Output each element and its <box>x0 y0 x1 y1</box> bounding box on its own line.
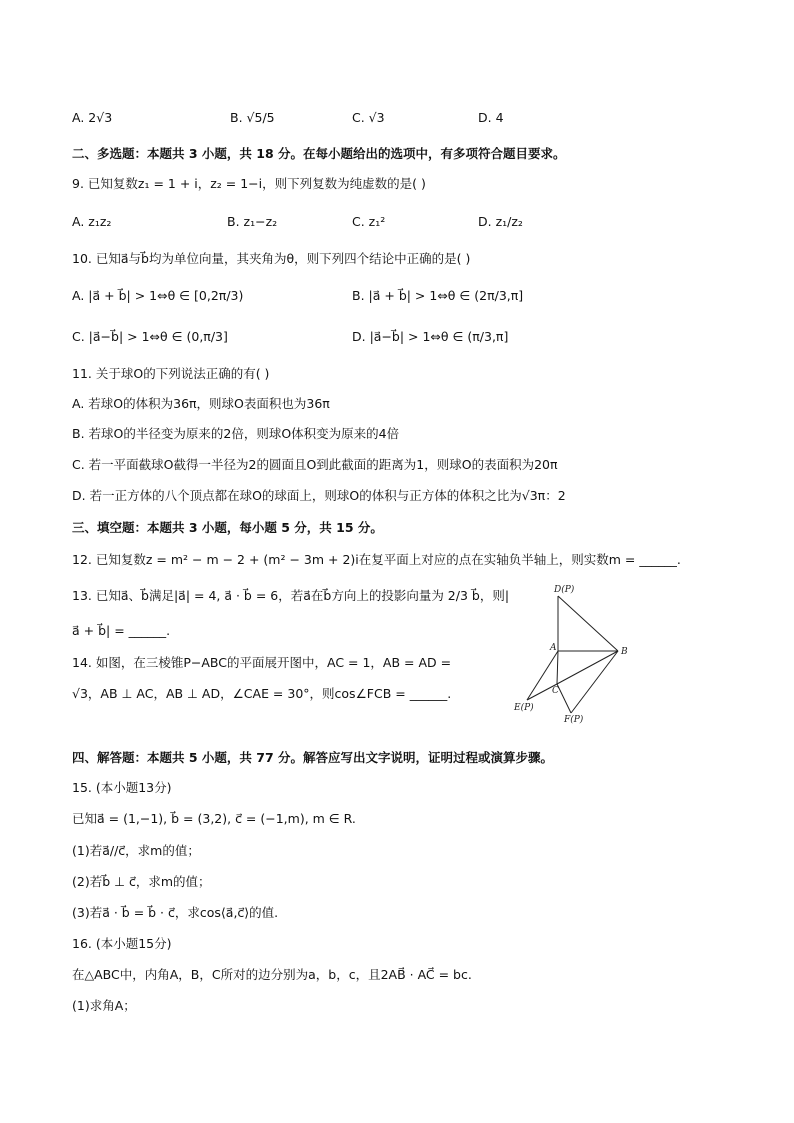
q9-stem: 9. 已知复数z₁ = 1 + i，z₂ = 1−i，则下列复数为纯虚数的是( ) <box>72 176 426 191</box>
q15-part-2: (2)若b⃗ ⊥ c⃗，求m的值； <box>72 874 211 889</box>
q14-line-1: 14. 如图，在三棱锥P−ABC的平面展开图中，AC = 1，AB = AD = <box>72 655 452 670</box>
q11-stem: 11. 关于球O的下列说法正确的有( ) <box>72 366 270 381</box>
q8-option-a: A. 2√3 <box>72 110 113 125</box>
q11-option-a: A. 若球O的体积为36π，则球O表面积也为36π <box>72 396 330 411</box>
section-2-heading: 二、多选题：本题共 3 小题，共 18 分。在每小题给出的选项中，有多项符合题目要求。 <box>72 146 566 161</box>
label-d: D(P) <box>554 585 575 595</box>
edge-d-b <box>558 596 618 651</box>
tetrahedron-net-figure <box>510 580 640 725</box>
q9-option-a: A. z₁z₂ <box>72 214 112 229</box>
q15-part-3: (3)若a⃗ · b⃗ = b⃗ · c⃗，求cos⟨a⃗,c⃗⟩的值. <box>72 905 279 920</box>
q14-line-2: √3，AB ⊥ AC，AB ⊥ AD，∠CAE = 30°，则cos∠FCB = ______. <box>72 686 452 701</box>
q10-option-d: D. |a⃗−b⃗| > 1⇔θ ∈ (π/3,π] <box>352 329 509 344</box>
q8-option-d: D. 4 <box>478 110 504 125</box>
q13-line-1: 13. 已知a⃗、b⃗满足|a⃗| = 4, a⃗ · b⃗ = 6，若a⃗在b⃗方向上的投影向量为 2/3 b⃗，则| <box>72 588 510 603</box>
q12-text: 12. 已知复数z = m² − m − 2 + (m² − 3m + 2)i在复平面上对应的点在实轴负半轴上，则实数m = ______. <box>72 552 681 567</box>
q10-option-c: C. |a⃗−b⃗| > 1⇔θ ∈ (0,π/3] <box>72 329 228 344</box>
q11-option-b: B. 若球O的半径变为原来的2倍，则球O体积变为原来的4倍 <box>72 426 400 441</box>
q16-part-1: (1)求角A； <box>72 998 136 1013</box>
label-e: E(P) <box>514 703 534 713</box>
edge-c-b <box>557 651 618 684</box>
q8-option-c: C. √3 <box>352 110 385 125</box>
q16-given: 在△ABC中，内角A，B，C所对的边分别为a，b，c，且2AB⃗ · AC⃗ = bc. <box>72 967 472 982</box>
q10-stem: 10. 已知a⃗与b⃗均为单位向量，其夹角为θ，则下列四个结论中正确的是( ) <box>72 251 471 266</box>
label-b: B <box>621 647 628 657</box>
q10-option-b: B. |a⃗ + b⃗| > 1⇔θ ∈ (2π/3,π] <box>352 288 524 303</box>
label-a: A <box>550 643 557 653</box>
q15-title: 15. (本小题13分) <box>72 780 172 795</box>
q15-part-1: (1)若a⃗//c⃗，求m的值； <box>72 843 200 858</box>
q9-option-b: B. z₁−z₂ <box>227 214 278 229</box>
section-4-heading: 四、解答题：本题共 5 小题，共 77 分。解答应写出文字说明，证明过程或演算步骤。 <box>72 750 554 765</box>
q15-given: 已知a⃗ = (1,−1), b⃗ = (3,2), c⃗ = (−1,m), m ∈ R. <box>72 811 356 826</box>
label-c: C <box>552 686 559 696</box>
q13-line-2: a⃗ + b⃗| = ______. <box>72 623 171 638</box>
edge-c-f <box>557 684 571 713</box>
edge-a-c <box>557 651 558 684</box>
q11-option-c: C. 若一平面截球O截得一半径为2的圆面且O到此截面的距离为1，则球O的表面积为20π <box>72 457 558 472</box>
q11-option-d: D. 若一正方体的八个顶点都在球O的球面上，则球O的体积与正方体的体积之比为√3π：2 <box>72 488 566 503</box>
q9-option-c: C. z₁² <box>352 214 386 229</box>
q9-option-d: D. z₁/z₂ <box>478 214 523 229</box>
q8-option-b: B. √5/5 <box>230 110 275 125</box>
edge-f-b <box>571 651 618 713</box>
q16-title: 16. (本小题15分) <box>72 936 172 951</box>
section-3-heading: 三、填空题：本题共 3 小题，每小题 5 分，共 15 分。 <box>72 520 383 535</box>
label-f: F(P) <box>564 715 584 725</box>
q10-option-a: A. |a⃗ + b⃗| > 1⇔θ ∈ [0,2π/3) <box>72 288 244 303</box>
